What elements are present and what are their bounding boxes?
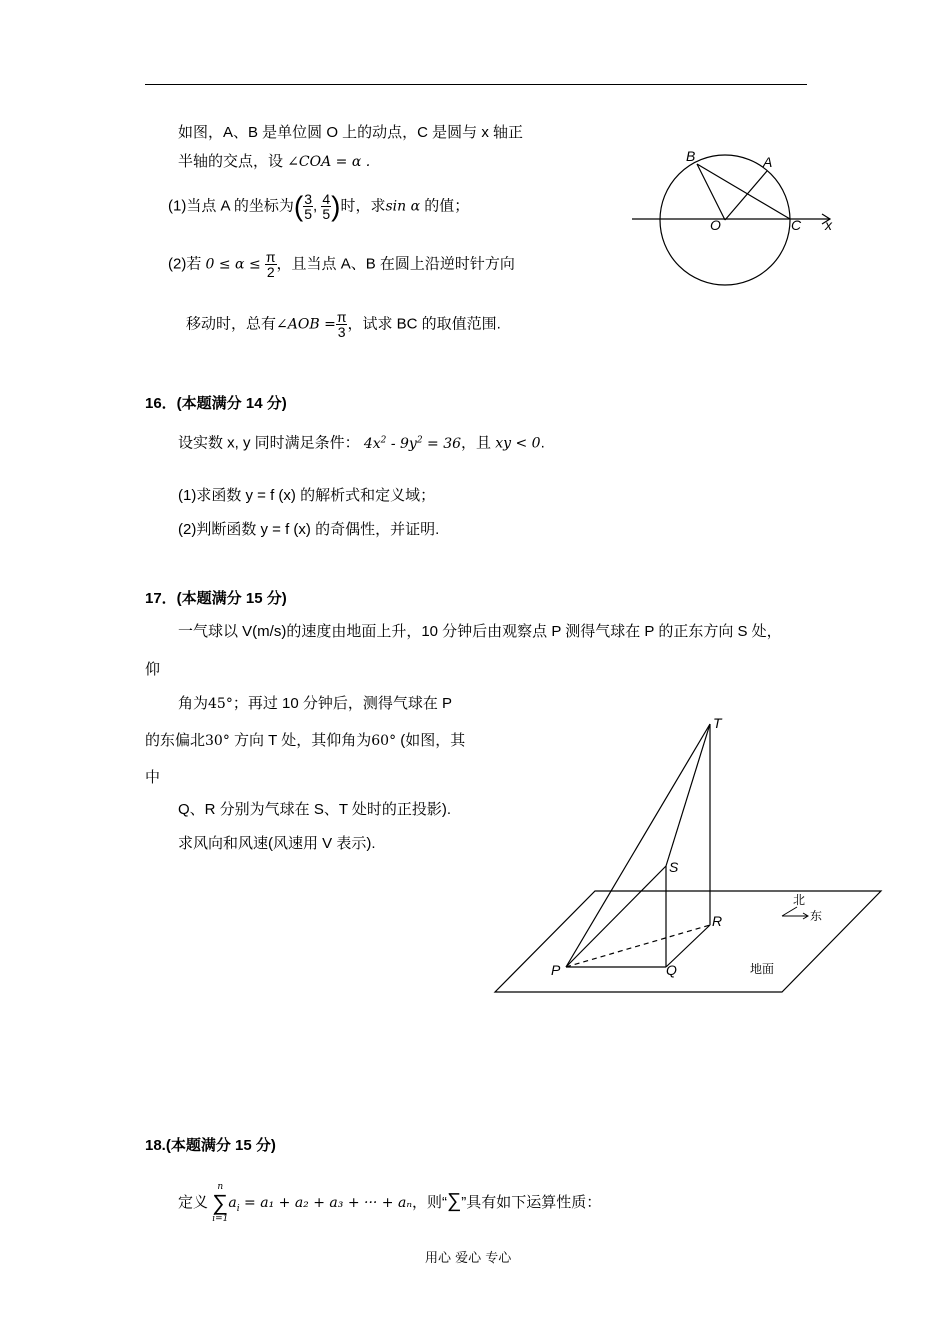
label-R: R (712, 913, 723, 929)
header-rule (145, 84, 807, 85)
label-S: S (669, 859, 679, 875)
q17-line3: 角为45°；再过 10 分钟后，测得气球在 P (178, 695, 453, 712)
q15-part2-cont: 移动时，总有∠AOB = $\frac{\pi}{3}$ ，试求 BC 的取值范围. (186, 309, 501, 340)
segment-ST (666, 724, 710, 866)
north-arrow (782, 907, 797, 916)
label-C: C (791, 217, 802, 233)
label-B: B (686, 148, 696, 164)
q16-header: 16．(本题满分 14 分) (145, 395, 287, 412)
q18-definition: 定义 n ∑ i=1 $a_i = a_1 + a_2 + a_3$ + ··· + aₙ，则“∑”具有如下运算性质： (178, 1182, 602, 1224)
label-x: x (825, 217, 832, 233)
balloon-figure (490, 712, 890, 1002)
label-east: 东 (810, 909, 823, 923)
q17-line7: 求风向和风速(风速用 V 表示). (178, 835, 376, 852)
unit-circle-figure (620, 140, 850, 290)
q17-line2: 仰 (145, 661, 161, 678)
q17-line5: 中 (145, 769, 161, 786)
q17-header: 17．(本题满分 15 分) (145, 590, 287, 607)
q16-condition: 设实数 x, y 同时满足条件： $4x^2 - 9y^2 = 36$，且 xy < 0. (178, 434, 545, 452)
label-P: P (551, 962, 561, 978)
label-A: A (763, 154, 773, 170)
page-footer: 用心 爱心 专心 (425, 1251, 512, 1266)
label-T: T (713, 715, 722, 731)
label-north: 北 (793, 893, 806, 907)
segment-OA (725, 171, 767, 220)
q15-part1: (1)当点 A 的坐标为( $\frac{3}{5}$ , $\frac{4}{5}$ )时，求sin α 的值； (168, 190, 470, 222)
label-ground: 地面 (750, 962, 775, 976)
sum-operator: n ∑ i=1 (212, 1182, 229, 1224)
label-Q: Q (666, 962, 677, 978)
q15-line1: 如图，A、B 是单位圆 O 上的动点，C 是圆与 x 轴正 (178, 124, 524, 141)
segment-PT (566, 724, 710, 967)
q15-part2: (2)若 0 ≤ α ≤ $\frac{\pi}{2}$ ，且当点 A、B 在圆上沿逆时针方向 (168, 249, 515, 280)
q17-line6: Q、R 分别为气球在 S、T 处时的正投影). (178, 801, 452, 818)
q16-part1: (1)求函数 y = f (x) 的解析式和定义域； (178, 487, 436, 504)
q17-line4: 的东偏北30° 方向 T 处，其仰角为60° (如图，其 (145, 732, 466, 749)
label-O: O (710, 217, 721, 233)
q16-part2: (2)判断函数 y = f (x) 的奇偶性，并证明. (178, 521, 440, 538)
q17-line1: 一气球以 V(m/s)的速度由地面上升，10 分钟后由观察点 P 测得气球在 P 的正东方向 S 处， (178, 623, 782, 640)
q15-line2: 半轴的交点，设 ∠COA = α . (178, 153, 371, 170)
segment-PS (566, 866, 666, 967)
q18-header: 18.(本题满分 15 分) (145, 1137, 276, 1154)
